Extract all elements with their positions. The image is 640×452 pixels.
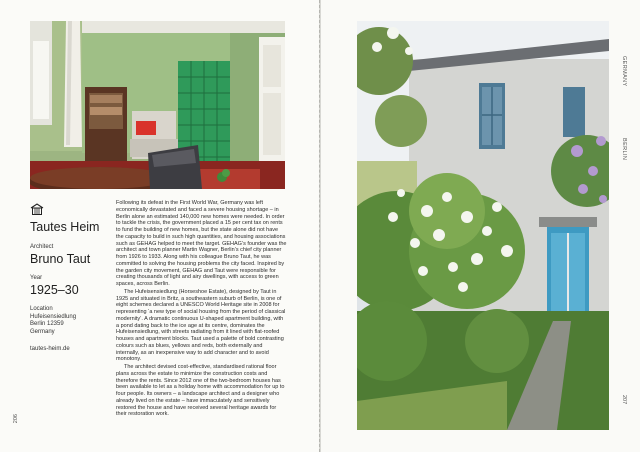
running-head-city: BERLIN bbox=[621, 138, 627, 161]
year-label: Year bbox=[30, 275, 43, 281]
year-value: 1925–30 bbox=[30, 283, 79, 297]
location-block bbox=[30, 306, 110, 336]
location-line: Berlin 12359 bbox=[30, 321, 64, 328]
body-text bbox=[116, 200, 287, 418]
architect-label: Architect bbox=[30, 244, 54, 250]
building-title: Tautes Heim bbox=[30, 220, 100, 234]
location-line: Hufeisensiedlung bbox=[30, 313, 77, 320]
running-head-country: GERMANY bbox=[621, 56, 627, 87]
website-link[interactable]: tautes-heim.de bbox=[30, 346, 70, 353]
architect-name: Bruno Taut bbox=[30, 252, 91, 266]
interior-photo-graphic bbox=[30, 21, 285, 189]
body-paragraph: The architect devised cost-effective, standardised rational floor plans across the estate to minimize the construction costs and therefore the rents. Since 2012 one of the two-bedroom houses has been available to let as a holiday home with accommodation for up to four people. Its owners – a landscape architect and a designer who already lived on the estate – have immaculately and sensitively restored the house and have received several heritage awards for their restoration work. bbox=[116, 364, 285, 418]
exterior-photo bbox=[357, 21, 609, 430]
body-paragraph: Following its defeat in the First World War, Germany was left economically devastated and faced a severe housing shortage – in Berlin alone an estimated 140,000 new homes were needed. In order to tackle the crisis, the government placed a 15 per cent tax on rents to fund the building of new homes, but the state alone did not have the capacity to build in such high quantities, and housing associations such as GEHAG helped to meet the target. GEHAG’s founder was the architect and town planner Martin Wagner, Berlin’s chief city planner from 1926 to 1933. Along with his colleague Bruno Taut, he was committed to solving the housing problems the city faced. Inspired by the garden city movement, GEHAG and Taut were responsible for creating thousands of light and airy dwellings, with access to green spaces, across Berlin. bbox=[116, 200, 287, 287]
right-page-number: 207 bbox=[621, 395, 627, 405]
left-page-number: 206 bbox=[13, 414, 19, 424]
entry-info bbox=[30, 203, 110, 352]
location-line: Germany bbox=[30, 328, 55, 335]
gutter-line bbox=[319, 0, 320, 452]
exterior-photo-graphic bbox=[357, 21, 609, 430]
body-paragraph: The Hufeisensiedlung (Horseshoe Estate), designed by Taut in 1925 and situated in Britz, a southeastern suburb of Berlin, is one of eight schemes declared a UNESCO World Heritage site in 2008 for representing ‘a new type of social housing from the period of classical modernity’. A dramatic continuous U-shaped apartment building, with a pond dating back to the ice age at its centre, dominates the Hufeisensiedlung, with streets radiating from it lined with flat-roofed houses and apartment blocks. Taut used a palette of bold contrasting colours such as blues, yellows and reds, both externally and internally, as an inexpensive way to add character and to avoid monotony. bbox=[116, 288, 286, 363]
interior-photo bbox=[30, 21, 285, 189]
house-icon bbox=[30, 203, 44, 215]
location-label: Location bbox=[30, 306, 53, 312]
